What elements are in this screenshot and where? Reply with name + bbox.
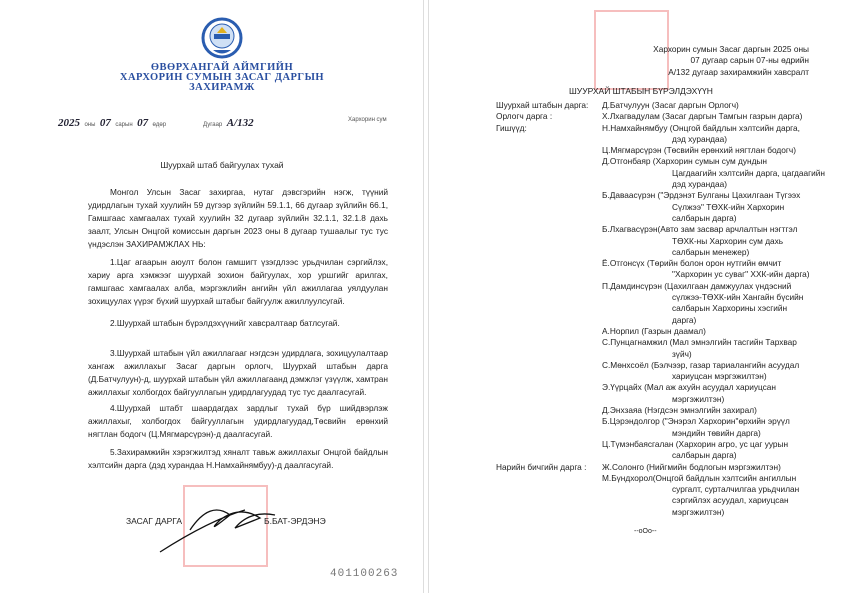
clause-3: 3.Шуурхай штабын үйл ажиллагааг нэгдсэн удирдлага, зохицуулалтаар хангаж ажиллахыг Засаг даргын орлогч, Шуурхай штабын дарга (Д.Батчулуун)-д, шуурхай штабын үйл ажиллагаанд дэмжлэг үзүүлж, хамтран ажиллахыг холбогдох байгууллагын удирдлагуудад тус тус даалгасугай. [88,348,388,397]
member-entry [602,360,799,383]
member-role [496,156,602,190]
number-label: Дугаар [203,122,223,128]
member-line: дэд хурандаа) [672,133,727,144]
member-row [496,224,836,258]
member-entry [602,281,803,326]
member-line: мэргэжилтэн) [672,506,725,517]
member-role [496,416,602,439]
member-line: сүлжээ-ТӨХК-ийн Хангайн бүсийн [672,292,804,303]
signer-name: Б.БАТ-ЭРДЭНЭ [264,516,326,526]
member-role: Орлогч дарга : [496,111,553,122]
member-line: Ж.Солонго (Нийгмийн бодлогын мэргэжилтэн) [602,461,781,472]
doc-type: ЗАХИРАМЖ [189,82,255,93]
member-entry [602,145,796,156]
member-entry [602,111,802,122]
member-line: Ц.Мягмарсүрэн (Төсвийн ерөнхий нягтлан бодогч) [602,145,796,156]
member-row [496,281,836,326]
preamble: Монгол Улсын Засаг захиргаа, нутаг дэвсгэрийн нэгж, түүний удирдлагын тухай хуулийн 59 дүгээр зүйлийн 59.1.1, 66 дугаар зүйлийн 66.1, Гамшгаас хамгаалах тухай хуулийн 32 дугаар зүйлийн 32.1.1, 32.1.8 дахь заалт, Улсын Онцгой комиссын даргын 2023 оны 8 дугаар тушаалыг тус тус үндэслэн ЗАХИРАМЖЛАХ НЬ: [88,187,388,249]
org-header [0,63,444,93]
member-line: С.Пунцагнамжил (Мал эмнэлгийн тасгийн Тархвар [602,337,797,348]
member-line: "Хархорин ус суваг" ХХК-ийн дарга) [672,269,810,280]
annex-line: Хархорин сумын Засаг даргын 2025 оны [653,44,809,54]
member-line: Б.Лхагвасүрэн(Авто зам засвар арчлалтын нэгтгэл [602,224,798,235]
member-role [496,337,602,360]
member-role [496,145,602,156]
member-line: Б.Цэрэндолгор ("Энэрэл Хархорин"өрхийн эрүүл [602,416,790,427]
member-row [496,462,836,473]
member-line: салбарын менежер) [672,246,750,257]
member-line: Н.Намхайнямбуу (Онцгой байдлын хэлтсийн дарга, [602,122,800,133]
doc-title: Шуурхай штаб байгуулах тухай [160,160,284,170]
member-line: мэргэжилтэн) [672,393,725,404]
member-row [496,405,836,416]
member-role [496,439,602,462]
annex-title: ШУУРХАЙ ШТАБЫН БҮРЭЛДЭХҮҮН [569,86,713,96]
member-line: Ц.Түмэнбаясгалан (Хархорин агро, ус цаг уурын [602,438,789,449]
member-row [496,258,836,281]
member-line: М.Бүндхорол(Онцгой байдлын хэлтсийн ангиллын [602,472,797,483]
annex-line: 07 дугаар сарын 07-ны өдрийн [690,55,809,66]
member-role [496,258,602,281]
member-row [496,111,836,122]
clause-2: 2.Шуурхай штабын бүрэлдэхүүнийг хавсралтаар батлсугай. [110,318,340,328]
member-role [496,326,602,337]
office-name: ХАРХОРИН СУМЫН ЗАСАГ ДАРГЫН [119,72,325,83]
annex-line: А/132 дугаар захирамжийн хавсралт [668,66,809,77]
member-entry [602,190,800,224]
date-line [58,113,166,131]
member-line: салбарын дарга) [672,212,737,223]
member-line: С.Мөнхсоёл (Бэлчээр, газар тариалангийн асуудал [602,359,800,370]
date-month: 07 [99,117,111,129]
signature-icon [150,490,280,565]
member-role [496,382,602,405]
member-line: Цагдаагийн хэлтсийн дарга, цагдаагийн [672,167,825,178]
member-entry [602,405,757,416]
right-page [428,0,844,593]
member-role: Гишүүд: [496,122,527,133]
clause-5: 5.Захирамжийн хэрэгжилтэд хяналт тавьж ажиллахыг Онцгой байдлын хэлтсийн дарга (дэд хурандаа Н.Намхайнямбуу)-д даалгасугай. [88,447,388,470]
member-role [496,360,602,383]
member-row [496,156,836,190]
clause-1: 1.Цаг агаарын аюулт болон гамшигт үзэгдлээс урьдчилан сэргийлэх, хариу арга хэмжээг шуурхай зохион байгуулах, хор уршгийг арилгах, гамшгаас хамгаалах алба, мэргэжлийн ангийн үйл ажиллагаа уялдуулан зохицуулах үүрэг бүхий шуурхай штабыг байгуулж ажиллуулсугай. [88,257,388,306]
member-entry [602,416,790,439]
number-value: А/132 [226,117,254,129]
member-line: мэндийн төвийн дарга) [672,427,761,438]
member-line: ТӨХК-ны Хархорин сум дахь [672,235,784,246]
member-row [496,326,836,337]
member-entry [602,224,797,258]
member-line: сургалт, сурталчилгаа урьдчилан [672,484,800,495]
member-row [496,100,836,111]
member-entry [602,100,739,111]
member-entry [602,258,810,281]
mongolia-emblem-icon [201,17,243,59]
member-row [496,360,836,383]
member-line: А.Норпил (Газрын даамал) [602,325,706,336]
member-row [496,473,836,518]
member-line: Б.Даваасүрэн ("Эрдэнэт Булганы Цахилгаан Түгээх [602,190,801,201]
member-entry [602,337,797,360]
member-entry [602,326,706,337]
member-row [496,190,836,224]
member-row [496,145,836,156]
member-line: П.Дамдинсүрэн (Цахилгаан дамжуулах үндэсний [602,280,792,291]
member-line: Д.Батчулуун (Засаг даргын Орлогч) [602,100,739,110]
member-entry [602,382,776,405]
member-entry [602,156,825,190]
member-role [496,190,602,224]
member-role [496,281,602,326]
member-row [496,382,836,405]
member-list [496,100,836,518]
signer-position: ЗАСАГ ДАРГА [126,516,183,526]
date-year: 2025 [58,117,80,129]
date-day: 07 [137,117,149,129]
footer-mark: --oOo-- [634,528,657,535]
aimag-name: ӨВӨРХАНГАЙ АЙМГИЙН [150,62,294,73]
member-line: Э.Үүрцайх (Мал аж ахуйн асуудал хариуцсан [602,382,776,393]
member-role [496,473,602,518]
year-label: оны [84,122,96,128]
member-role: Шуурхай штабын дарга: [496,100,589,110]
member-line: дэд хурандаа) [672,179,727,190]
member-line: Ё.Отгонсүх (Төрийн болон орон нутгийн өмчит [602,258,782,269]
member-line: Д.Отгонбаяр (Хархорин сумын сум дундын [602,156,767,167]
member-entry [602,473,799,518]
member-line: Х.Лхагвадулам (Засаг даргын Тамгын газрын дарга) [602,111,803,122]
member-role [496,224,602,258]
member-role: Нарийн бичгийн дарга : [496,461,587,472]
month-label: сарын [115,122,133,128]
member-line: зүйч) [672,348,692,359]
day-label: өдөр [152,122,167,128]
member-row [496,337,836,360]
annex-note [653,44,809,78]
member-row [496,439,836,462]
serial-number: 401100263 [330,568,399,580]
place: Хархорин сум [348,117,387,123]
member-entry [602,462,781,473]
member-line: дарга) [672,314,697,325]
member-entry [602,439,788,462]
member-line: хариуцсан мэргэжилтэн) [672,371,767,382]
member-entry [602,123,800,146]
member-row [496,123,836,146]
member-line: салбарын Хархорины хэсгийн [672,303,788,314]
member-role [496,405,602,416]
member-line: сэргийлэх асуудал, хариуцсан [672,495,789,506]
member-line: Д.Энхзаяа (Нэгдсэн эмнэлгийн захирал) [602,405,757,416]
clause-4: 4.Шуурхай штабт шаардагдах зардлыг тухай бүр шийдвэрлэж ажиллахыг, холбогдох байгууллагын удирдлагуудад,Төсвийн ерөнхий нягтлан бодогч (Ц.Мягмарсүрэн)-д даалгасугай. [88,403,388,439]
member-row [496,416,836,439]
member-line: салбарын дарга) [672,450,737,461]
order-number [203,113,254,131]
member-line: Сүлжээ" ТӨХК-ийн Хархорин [672,201,785,212]
